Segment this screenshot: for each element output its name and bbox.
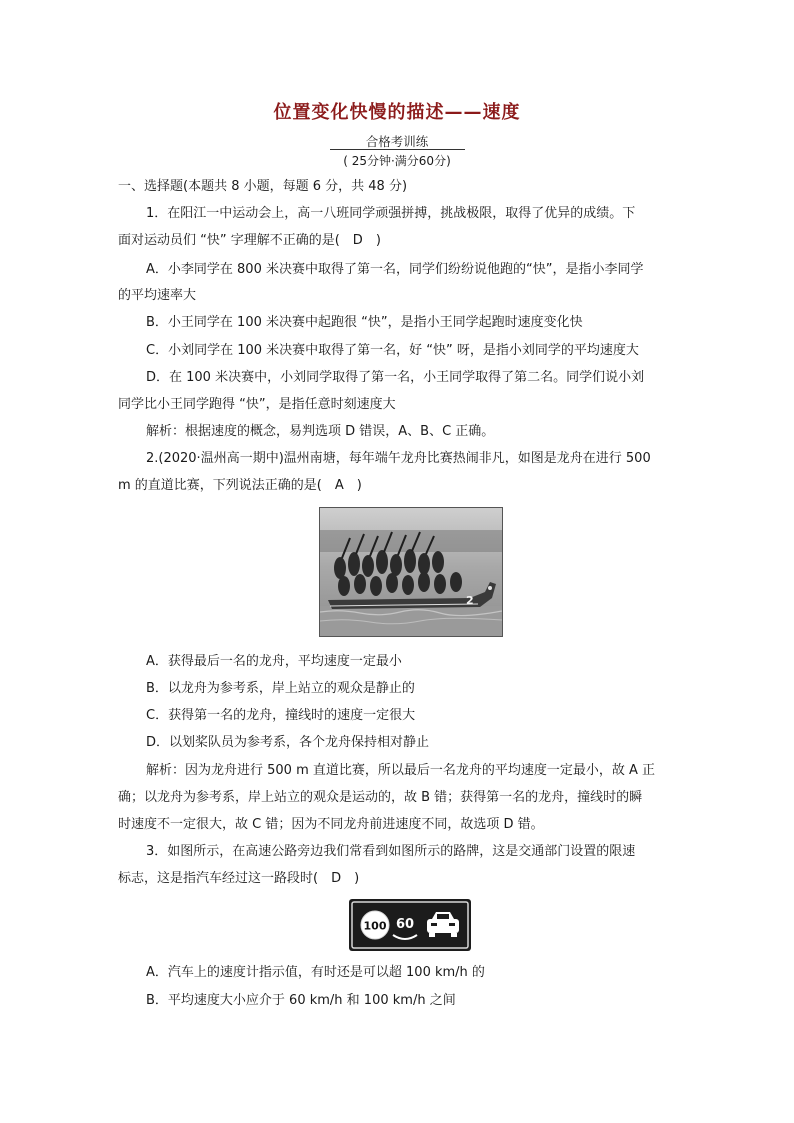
max-speed-label: 100 <box>363 919 387 933</box>
q3-option-b: B．平均速度大小应介于 60 km/h 和 100 km/h 之间 <box>146 993 456 1008</box>
exercise-subtitle: 合格考训练 <box>365 134 429 149</box>
time-score-info: ( 25分钟·满分60分) <box>343 154 451 168</box>
min-speed-label: 60 <box>395 917 415 932</box>
q1-option-a-line1: A．小李同学在 800 米决赛中取得了第一名，同学们纷纷说他跑的“快”，是指小李同学 <box>146 262 644 277</box>
q1-option-d-line1: D．在 100 米决赛中，小刘同学取得了第一名，小王同学取得了第二名。同学们说小刘 <box>146 370 645 385</box>
section-heading: 一、选择题(本题共 8 小题，每题 6 分，共 48 分) <box>118 179 408 194</box>
boat-number-label: 2 <box>466 594 474 607</box>
q1-option-c: C．小刘同学在 100 米决赛中取得了第一名，好 “快” 呀，是指小刘同学的平均速度大 <box>146 343 639 358</box>
q1-analysis: 解析：根据速度的概念，易判选项 D 错误，A、B、C 正确。 <box>146 424 495 439</box>
q1-option-d-line2: 同学比小王同学跑得 “快”，是指任意时刻速度大 <box>118 397 396 412</box>
subtitle-divider <box>330 149 465 150</box>
dragon-boat-image <box>320 508 502 636</box>
speed-limit-sign-graphic <box>349 899 471 951</box>
q2-stem-line2: m 的直道比赛，下列说法正确的是( A ) <box>118 478 362 493</box>
q1-stem-line1: 1．在阳江一中运动会上，高一八班同学顽强拼搏，挑战极限，取得了优异的成绩。下 <box>146 206 636 221</box>
q2-option-a: A．获得最后一名的龙舟，平均速度一定最小 <box>146 654 402 669</box>
dragon-boat-photo <box>319 507 503 637</box>
q1-stem-line2: 面对运动员们 “快” 字理解不正确的是( D ) <box>118 233 381 248</box>
q2-analysis-line3: 时速度不一定很大，故 C 错；因为不同龙舟前进速度不同，故选项 D 错。 <box>118 817 544 832</box>
page-title: 位置变化快慢的描述——速度 <box>273 102 521 123</box>
q2-option-b: B．以龙舟为参考系，岸上站立的观众是静止的 <box>146 681 415 696</box>
speed-limit-sign <box>349 899 471 951</box>
q3-stem-line2: 标志，这是指汽车经过这一路段时( D ) <box>118 871 360 886</box>
q1-option-b: B．小王同学在 100 米决赛中起跑很 “快”，是指小王同学起跑时速度变化快 <box>146 315 583 330</box>
q3-option-a: A．汽车上的速度计指示值，有时还是可以超 100 km/h 的 <box>146 965 485 980</box>
q3-stem-line1: 3．如图所示，在高速公路旁边我们常看到如图所示的路牌，这是交通部门设置的限速 <box>146 844 636 859</box>
q2-analysis-line1: 解析：因为龙舟进行 500 m 直道比赛，所以最后一名龙舟的平均速度一定最小，故 A 正 <box>146 763 656 778</box>
q1-option-a-line2: 的平均速率大 <box>118 288 197 303</box>
q2-option-d: D．以划桨队员为参考系，各个龙舟保持相对静止 <box>146 735 430 750</box>
q2-option-c: C．获得第一名的龙舟，撞线时的速度一定很大 <box>146 708 416 723</box>
q2-analysis-line2: 确；以龙舟为参考系，岸上站立的观众是运动的，故 B 错；获得第一名的龙舟，撞线时的瞬 <box>118 790 643 805</box>
q2-stem-line1: 2.(2020·温州高一期中)温州南塘，每年端午龙舟比赛热闹非凡，如图是龙舟在进行 500 <box>146 451 651 466</box>
